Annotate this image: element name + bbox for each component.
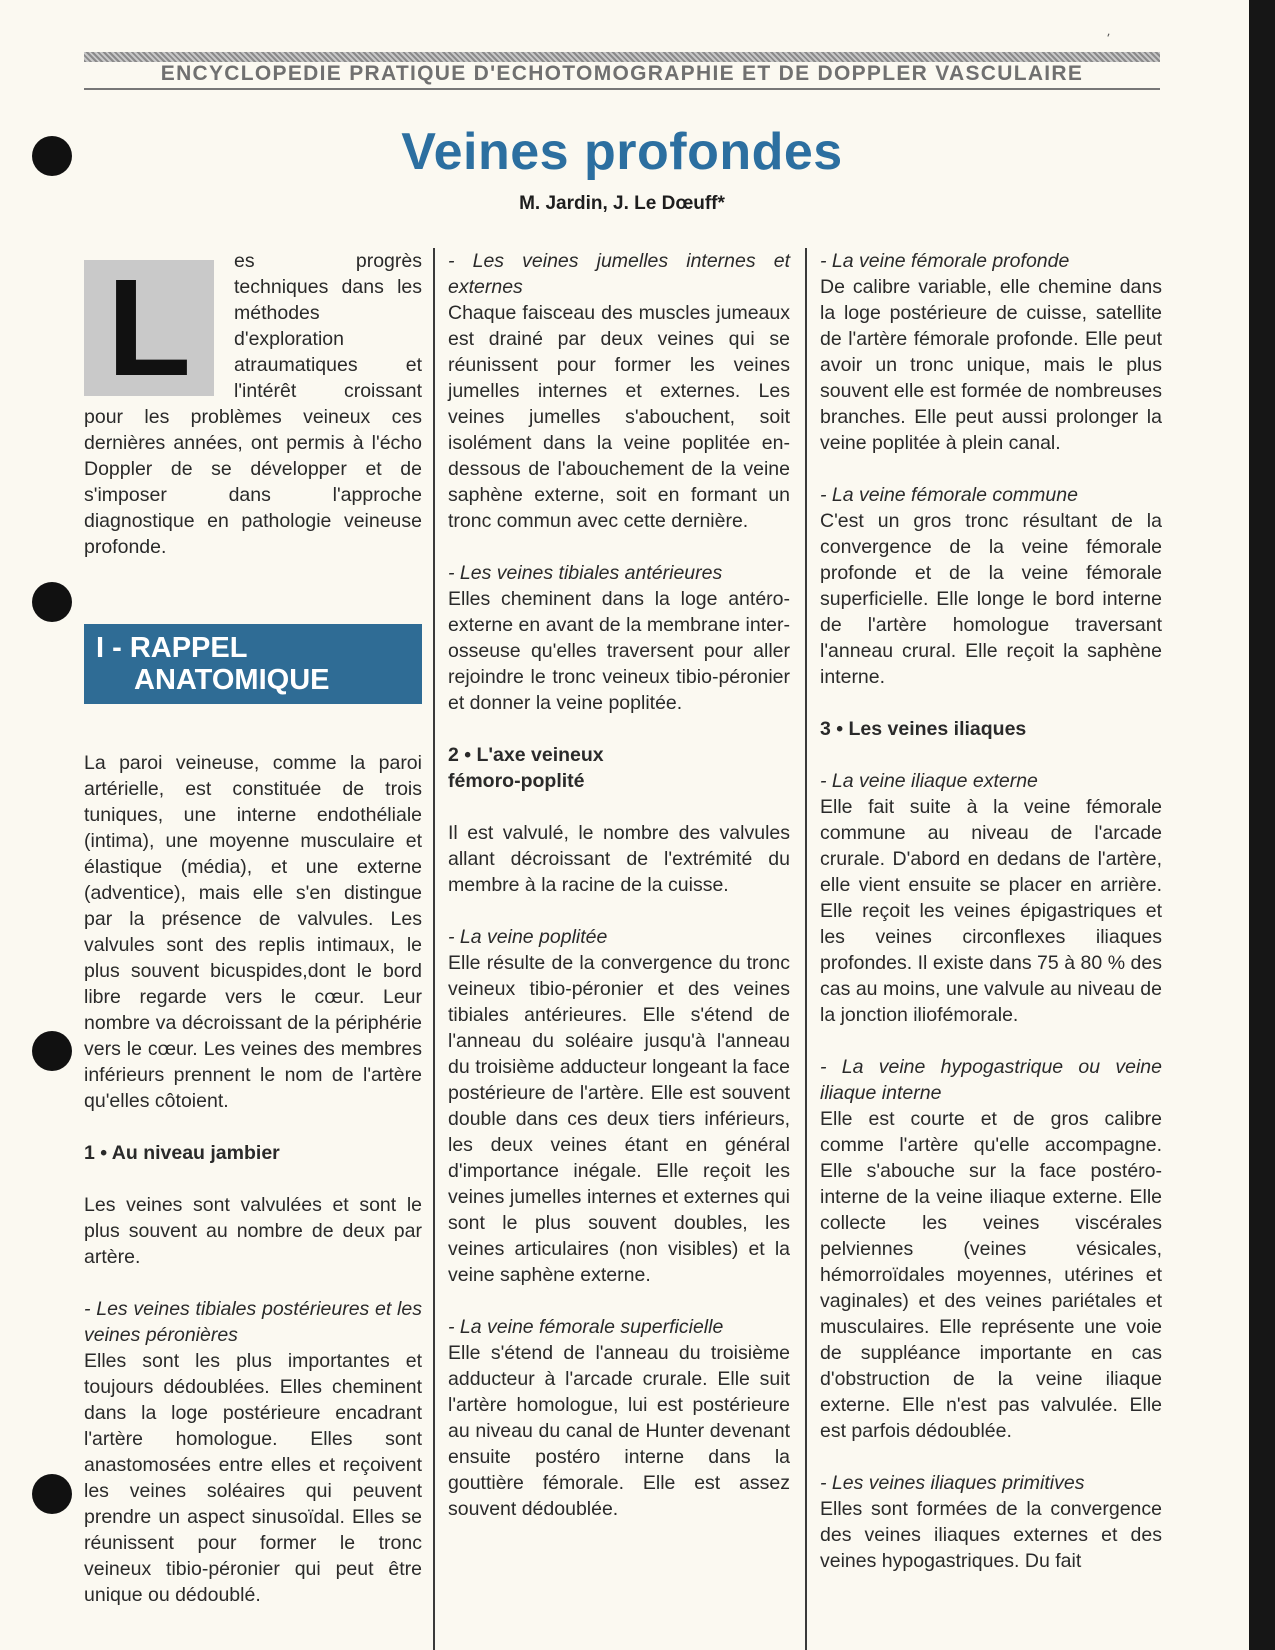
item-title: - Les veines tibiales postérieures et les veines péronières <box>84 1298 422 1346</box>
article-title: Veines profondes <box>401 123 843 181</box>
item-title: - La veine poplitée <box>448 926 608 948</box>
item-title: - Les veines tibiales antérieures <box>448 562 723 584</box>
item-title: - La veine hypogastrique ou veine iliaque interne <box>820 1056 1162 1104</box>
intro-paragraph: es progrès techniques dans les méthodes d'exploration atraumatiques et l'intérêt croissant pour les problèmes veineux ces dernières années, ont permis à l'écho Doppler de se développer et de s'imposer dans l'approche diagnostique en pathologie veineuse profonde. <box>84 250 422 558</box>
item-text: Elles sont les plus importantes et toujours dédoublées. Elles cheminent dans la loge postérieure encadrant l'artère homologue. Elles sont anastomosées entre elles et reçoivent les veines soléaires qui peuvent prendre un aspect sinusoïdal. Elles se réunissent pour former le tronc veineux tibio-péronier qui peut être unique ou dédoublé. <box>84 1350 422 1606</box>
item-text: Chaque faisceau des muscles jumeaux est drainé par deux veines qui se réunissent pour former les veines jumelles internes et externes. Les veines jumelles s'abouchent, soit isolément dans la veine poplitée en-dessous de l'abouchement de la veine saphène externe, soit en formant un tronc commun avec cette dernière. <box>448 302 790 532</box>
column-rule <box>805 248 807 1650</box>
subheading: 1 • Au niveau jambier <box>84 1142 280 1164</box>
binder-hole <box>32 582 72 622</box>
item-title: - La veine fémorale superficielle <box>448 1316 724 1338</box>
column-rule <box>433 248 435 1650</box>
subheading-line2: fémoro-poplité <box>448 770 585 792</box>
column-2 <box>448 248 790 1522</box>
item-text: De calibre variable, elle chemine dans la loge postérieure de cuisse, satellite de l'artère fémorale profonde. Elle peut avoir un tronc unique, mais le plus souvent elle est formée de nombreuses branches. Elle peut aussi prolonger la veine poplitée à plein canal. <box>820 276 1162 454</box>
item-title: - La veine fémorale profonde <box>820 250 1070 272</box>
item-text: Elle fait suite à la veine fémorale commune au niveau de l'arcade crurale. D'abord en dedans de l'artère, elle vient ensuite se placer en arrière. Elle reçoit les veines épigastriques et les veines circonflexes iliaques profondes. Il existe dans 75 à 80 % des cas au moins, une valvule au niveau de la jonction iliofémorale. <box>820 796 1162 1026</box>
journal-title: ENCYCLOPEDIE PRATIQUE D'ECHOTOMOGRAPHIE ET DE DOPPLER VASCULAIRE <box>160 62 1084 85</box>
drop-cap: L <box>84 260 214 396</box>
item-text: Elle s'étend de l'anneau du troisième adducteur à l'arcade crurale. Elle suit l'artère homologue, lui est postérieure au niveau du canal de Hunter devenant ensuite postéro interne dans la gouttière fémorale. Elle est assez souvent dédoublée. <box>448 1342 790 1520</box>
item-text: Elles cheminent dans la loge antéro-externe en avant de la membrane inter-osseuse qu'elles traversent pour aller rejoindre le tronc veineux tibio-péronier et donner la veine poplitée. <box>448 588 790 714</box>
column-1 <box>84 248 422 1608</box>
item-text: C'est un gros tronc résultant de la convergence de la veine fémorale profonde et de la veine fémorale superficielle. Elle longe le bord interne de l'artère homologue traversant l'anneau crural. Elle reçoit la saphène interne. <box>820 510 1162 688</box>
item-title: - Les veines iliaques primitives <box>820 1472 1085 1494</box>
subheading: 3 • Les veines iliaques <box>820 718 1027 740</box>
article-authors: M. Jardin, J. Le Dœuff* <box>519 193 725 214</box>
scan-edge <box>1249 0 1275 1650</box>
body-paragraph: La paroi veineuse, comme la paroi artérielle, est constituée de trois tuniques, une interne endothéliale (intima), une moyenne musculaire et élastique (média), et une externe (adventice), mais elle s'en distingue par la présence de valvules. Les valvules sont des replis intimaux, le plus souvent bicuspides,dont le bord libre regarde vers le cœur. Leur nombre va décroissant de la périphérie vers le cœur. Les veines des membres inférieurs prennent le nom de l'artère qu'elles côtoient. <box>84 752 422 1112</box>
binder-hole <box>32 1474 72 1514</box>
header-hatch-band <box>84 52 1160 62</box>
binder-hole <box>32 1031 72 1071</box>
item-title: - Les veines jumelles internes et externes <box>448 250 790 298</box>
stray-mark: ʹ <box>1103 30 1112 46</box>
column-3 <box>820 248 1162 1574</box>
item-text: Elle résulte de la convergence du tronc veineux tibio-péronier et des veines tibiales antérieures. Elle s'étend de l'anneau du soléaire jusqu'à l'anneau du troisième adducteur longeant la face postérieure de l'artère. Elle est souvent double dans ces deux tiers inférieurs, les deux veines étant en général d'importance inégale. Elle reçoit les veines jumelles internes et externes qui sont le plus souvent doubles, les veines articulaires (non visibles) et la veine saphène externe. <box>448 952 790 1286</box>
subheading <box>448 742 790 794</box>
subheading-line1: 2 • L'axe veineux <box>448 744 604 766</box>
header-rule <box>84 88 1160 90</box>
binder-hole <box>32 136 72 176</box>
item-text: Elle est courte et de gros calibre comme l'artère qu'elle accompagne. Elle s'abouche sur la face postéro-interne de la veine iliaque externe. Elle collecte les veines viscérales pelviennes (veines vésicales, hémorroïdales moyennes, utérines et vaginales) et des veines pariétales et musculaires. Elle représente une voie de suppléance importante en cas d'obstruction de la veine iliaque externe. Elle n'est pas valvulée. Elle est parfois dédoublée. <box>820 1108 1162 1442</box>
body-paragraph: Les veines sont valvulées et sont le plus souvent au nombre de deux par artère. <box>84 1194 422 1268</box>
section-heading-box <box>84 624 422 704</box>
item-text: Elles sont formées de la convergence des veines iliaques externes et des veines hypogastriques. Du fait <box>820 1498 1162 1572</box>
section-heading-line1: I - RAPPEL <box>96 632 248 664</box>
item-title: - La veine iliaque externe <box>820 770 1038 792</box>
section-heading-line2: ANATOMIQUE <box>134 664 330 696</box>
body-paragraph: Il est valvulé, le nombre des valvules allant décroissant de l'extrémité du membre à la racine de la cuisse. <box>448 822 790 896</box>
item-title: - La veine fémorale commune <box>820 484 1078 506</box>
